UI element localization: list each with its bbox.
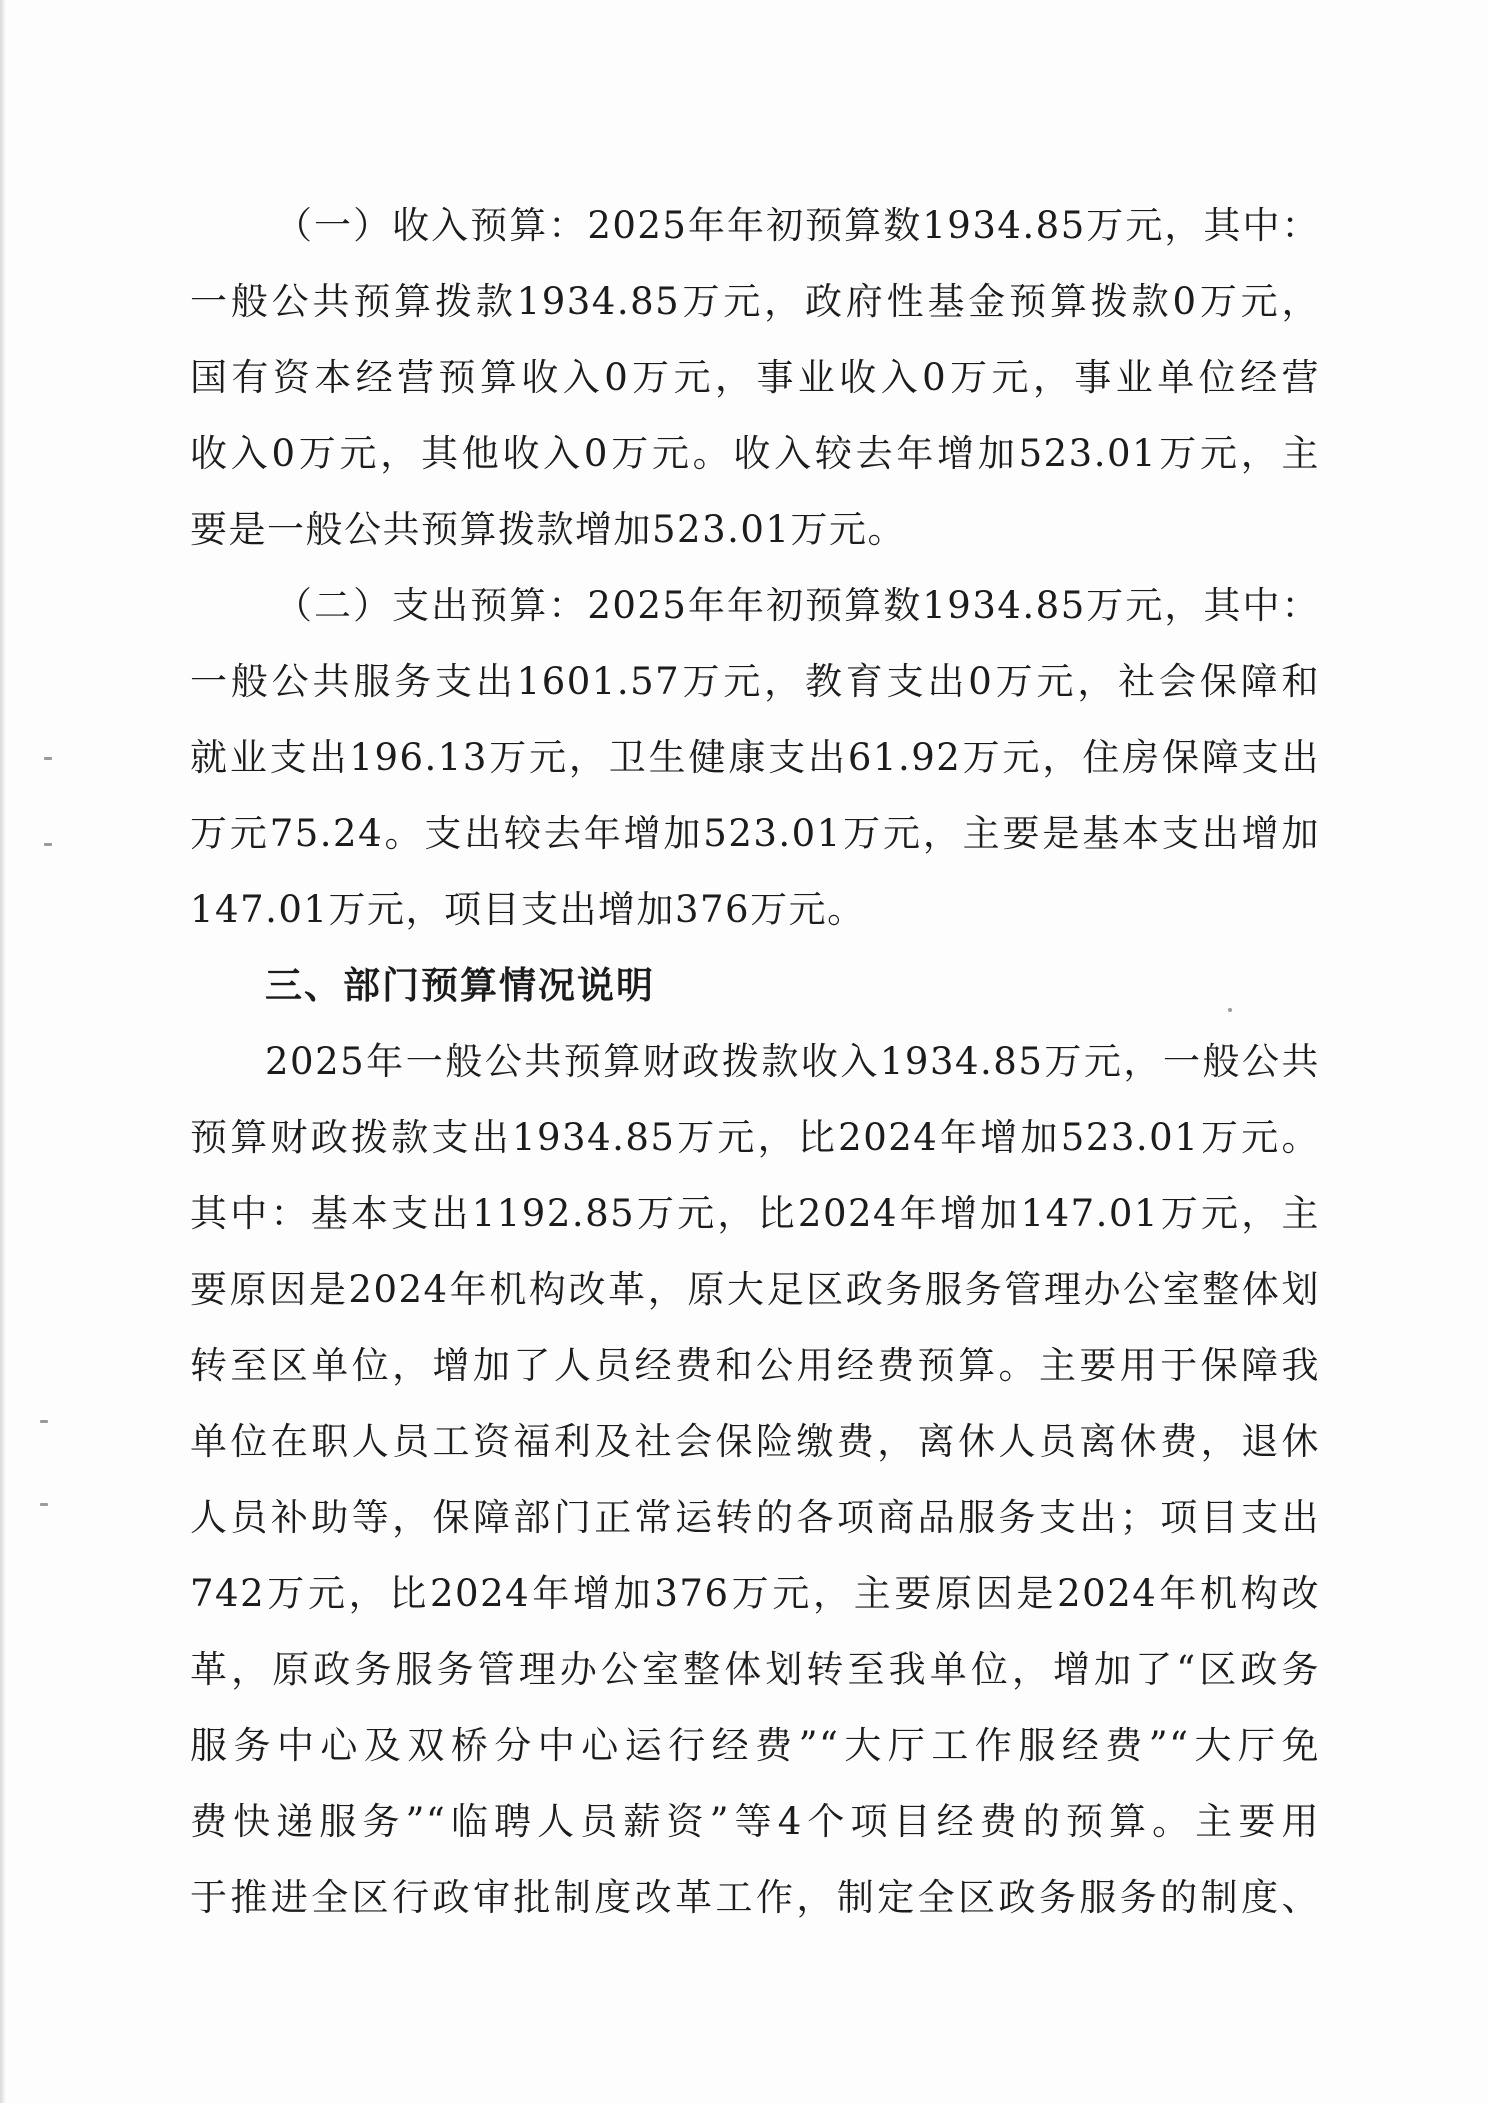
paragraph-line: 147.01万元，项目支出增加376万元。 [190,888,866,931]
paragraph-line: （一）收入预算：2025年年初预算数1934.85万元，其中： [275,204,1320,247]
paragraph-line: 一般公共预算拨款1934.85万元，政府性基金预算拨款0万元， [190,280,1320,323]
paragraph-line: 742万元，比2024年增加376万元，主要原因是2024年机构改 [190,1572,1320,1615]
scan-edge-shadow [0,0,6,2103]
paragraph-line: 服务中心及双桥分中心运行经费”“大厅工作服经费”“大厅免 [190,1724,1320,1767]
scan-speck [1228,1008,1232,1012]
paragraph-line: 一般公共服务支出1601.57万元，教育支出0万元，社会保障和 [190,660,1320,703]
paragraph-line: 单位在职人员工资福利及社会保险缴费，离休人员离休费，退休 [190,1420,1320,1463]
paragraph-line: （二）支出预算：2025年年初预算数1934.85万元，其中： [275,584,1320,627]
paragraph-line: 要原因是2024年机构改革，原大足区政务服务管理办公室整体划 [190,1268,1320,1311]
scan-speck [40,1420,48,1423]
paragraph-line: 于推进全区行政审批制度改革工作，制定全区政务服务的制度、 [190,1876,1320,1919]
paragraph-line: 革，原政务服务管理办公室整体划转至我单位，增加了“区政务 [190,1648,1320,1691]
paragraph-line: 转至区单位，增加了人员经费和公用经费预算。主要用于保障我 [190,1344,1320,1387]
paragraph-line: 收入0万元，其他收入0万元。收入较去年增加523.01万元，主 [190,432,1320,475]
scan-speck [44,757,52,760]
paragraph-line: 其中：基本支出1192.85万元，比2024年增加147.01万元，主 [190,1192,1320,1235]
scan-speck [40,1503,48,1506]
paragraph-line: 就业支出196.13万元，卫生健康支出61.92万元，住房保障支出 [190,736,1320,779]
section-heading: 三、部门预算情况说明 [265,964,655,1007]
paragraph-line: 国有资本经营预算收入0万元，事业收入0万元，事业单位经营 [190,356,1320,399]
scan-speck [44,843,52,846]
paragraph-line: 预算财政拨款支出1934.85万元，比2024年增加523.01万元。 [190,1116,1320,1159]
paragraph-line: 要是一般公共预算拨款增加523.01万元。 [190,508,906,551]
paragraph-line: 万元75.24。支出较去年增加523.01万元，主要是基本支出增加 [190,812,1320,855]
paragraph-line: 费快递服务”“临聘人员薪资”等4个项目经费的预算。主要用 [190,1800,1320,1843]
paragraph-line: 2025年一般公共预算财政拨款收入1934.85万元，一般公共 [265,1040,1320,1083]
paragraph-line: 人员补助等，保障部门正常运转的各项商品服务支出；项目支出 [190,1496,1320,1539]
